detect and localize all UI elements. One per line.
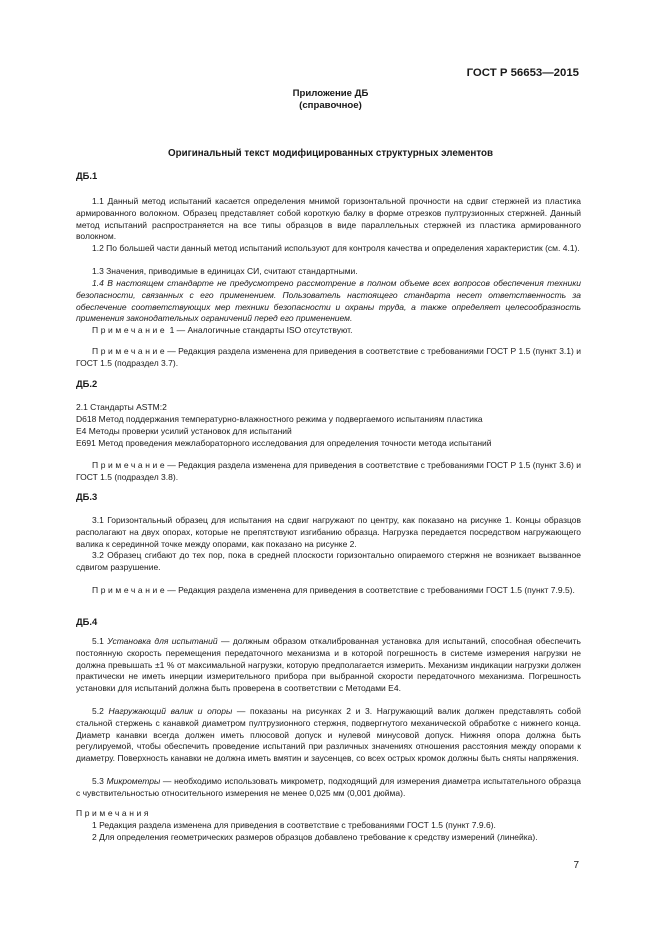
note-label: Примечание <box>92 585 168 595</box>
standard-item-d618: D618 Метод поддержания температурно-влажностного режима у подвергаемого испытаниям пластика <box>76 414 483 424</box>
paragraph-5-3 <box>76 776 581 800</box>
standard-item-e691: E691 Метод проведения межлабораторного исследования для определения точности метода испытаний <box>76 438 492 448</box>
paragraph-1-4: 1.4 В настоящем стандарте не предусмотрено рассмотрение в полном объеме всех вопросов обеспечения техники безопасности, связанных с его применением. Пользователь настоящего стандарта несет ответственность за обеспечение соответствующих мер техники безопасности и охраны труда, а также определяет целесообразность применения законодательных ограничений перед его применением. <box>76 278 581 324</box>
clause-term: Нагружающий валик и опоры <box>108 706 233 716</box>
clause-number: 5.1 <box>92 636 108 646</box>
note-db3 <box>76 585 581 597</box>
standards-heading: 2.1 Стандарты ASTM:2 <box>76 402 167 412</box>
note-db4-1: 1 Редакция раздела изменена для приведения в соответствие с требованиями ГОСТ 1.5 (пункт 7.9.6). <box>92 820 496 830</box>
clause-term: Установка для испытаний <box>107 636 218 646</box>
note-text: — Редакция раздела изменена для приведения в соответствие с требованиями ГОСТ 1.5 (пункт 7.9.5). <box>167 585 575 595</box>
section-heading-db2: ДБ.2 <box>76 378 98 389</box>
clause-number: 5.2 <box>92 706 109 716</box>
section-heading-db1: ДБ.1 <box>76 170 98 181</box>
note-text: — Редакция раздела изменена для приведения в соответствие с требованиями ГОСТ Р 1.5 (пункт 3.6) и ГОСТ 1.5 (подраздел 3.8). <box>76 460 581 482</box>
note-label: Примечание <box>92 346 168 356</box>
paragraph-1-2: 1.2 По большей части данный метод испытаний используют для контроля качества и определения характеристик (см. 4.1). <box>92 243 580 253</box>
note-db1 <box>76 346 581 370</box>
paragraph-1-1: 1.1 Данный метод испытаний касается определения мнимой горизонтальной прочности на сдвиг стержней из пластика армированного волокном. Образец представляет собой короткую балку в форме отрезков пултрузионных стержней. Данный метод испытаний распространяется на все типы образцов в виде параллельных стержней из пластика армированного волокном. <box>76 196 581 242</box>
page-number: 7 <box>573 860 579 871</box>
clause-number: 5.3 <box>92 776 107 786</box>
paragraph-5-2 <box>76 706 581 765</box>
section-heading-db4: ДБ.4 <box>76 616 98 627</box>
paragraph-1-3: 1.3 Значения, приводимые в единицах СИ, считают стандартными. <box>92 266 358 276</box>
paragraph-3-1: 3.1 Горизонтальный образец для испытания на сдвиг нагружают по центру, как показано на рисунке 1. Концы образцов располагают на двух опорах, которые не препятствуют изгибанию образца. Нагрузка передается посредством нагружающего валика к серединной точке между опорами, как показано на рисунке 2. <box>76 515 581 549</box>
appendix-subtitle: (справочное) <box>299 100 362 111</box>
note-label: Примечание <box>92 460 168 470</box>
notes-label <box>76 808 151 820</box>
note-db4-2: 2 Для определения геометрических размеров образцов добавлено требование к средству измерений (линейка). <box>92 832 538 842</box>
paragraph-3-2: 3.2 Образец сгибают до тех пор, пока в средней плоскости горизонтально опираемого стержня не возникает вызванное сдвигом разрушение. <box>76 550 581 572</box>
clause-text: — показаны на рисунках 2 и 3. Нагружающий валик должен представлять собой стальной стержень с канавкой диаметром пултрузионного стержня, подвергнутого механической обработке с нижнего конца. Диаметр канавки всегда должен иметь плюсовой допуск и нулевой минусовой допуск. Нижняя опора должна быть регулируемой, чтобы обеспечить проведение испытаний при различных значениях отношения расстояния между опорами к диаметру. Поверхность канавки не должна иметь вмятин и заусенцев, со всех острых кромок должны быть сняты напряжения. <box>76 706 581 763</box>
standard-item-e4: E4 Методы проверки усилий установок для испытаний <box>76 426 292 436</box>
main-title: Оригинальный текст модифицированных структурных элементов <box>167 148 494 159</box>
section-heading-db3: ДБ.3 <box>76 491 98 502</box>
paragraph-5-1 <box>76 636 581 695</box>
clause-text: — необходимо использовать микрометр, подходящий для измерения диаметра испытательного образца с чувствительностью относительного измерения не менее 0,025 мм (0,001 дюйма). <box>76 776 581 798</box>
note-1 <box>76 325 581 337</box>
standard-designation: ГОСТ Р 56653—2015 <box>466 67 579 79</box>
note-db2 <box>76 460 581 484</box>
clause-text: — должным образом откалиброванная установка для испытаний, способная обеспечить постоянную скорость перемещения передаточного механизма и в которой погрешность в системе измерения нагрузки не должна превышать ±1 % от максимальной нагрузки, которую предполагается измерить. Механизм индикации нагрузки должен практически не иметь инерции измерительного прибора при выбранной скорости передаточного механизма. Погрешность установки для испытаний должна быть проверена в соответствии с Методами E4. <box>76 636 581 693</box>
note-text: — Редакция раздела изменена для приведения в соответствие с требованиями ГОСТ Р 1.5 (пункт 3.1) и ГОСТ 1.5 (подраздел 3.7). <box>76 346 581 368</box>
appendix-title: Приложение ДБ <box>292 88 369 99</box>
note-label: Примечание <box>92 325 168 335</box>
note-text: 1 — Аналогичные стандарты ISO отсутствуют. <box>167 325 353 335</box>
notes-label-text: Примечания <box>76 808 152 818</box>
clause-term: Микрометры <box>106 776 161 786</box>
